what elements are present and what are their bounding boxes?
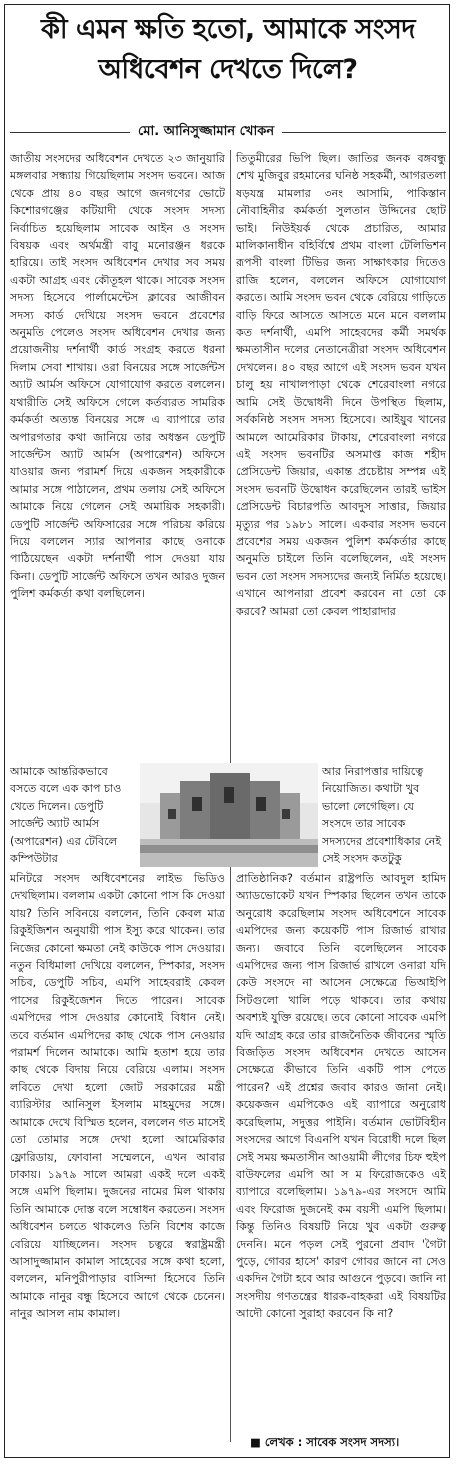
column-2-wrap-text: আর নিরাপত্তার দায়িত্বে নিয়োজিত। কথাটা খুব ভালো লেগেছিল। যে সংসদে তার সাবেক সদস্যদের প্রবেশাধিকার নেই সেই সংসদ কতটুকু: [322, 765, 442, 866]
column-2-bottom-text: প্রাতিষ্ঠানিক? বর্তমান রাষ্ট্রপতি আবদুল হামিদ অ্যাডভোকেট যখন স্পিকার ছিলেন তখন তাকে অনুরোধ করেছিলাম সংসদ অধিবেশনে সাবেক এমপিদের জন্য কয়েকটি পাস রিজার্ভ রাখার জন্য। জবাবে তিনি বলেছিলেন সাবেক এমপিদের জন্য পাস রিজার্ভ রাখলে ওনারা যদি কেউ সংসদে না আসেন সেক্ষেত্রে ভিআইপি সিটগুলো খালি পড়ে থাকবে। তার কথায় অবশ্যই যুক্তি রয়েছে। তবে কোনো সাবেক এমপি যদি আগ্রহ করে তার রাজনৈতিক জীবনের স্মৃতি বিজড়িত সংসদ অধিবেশন দেখতে আসেন সেক্ষেত্রে কীভাবে তিনি একটি পাস পেতে পারেন? এই প্রশ্নের জবাব কারও জানা নেই। কয়েকজন এমপিকেও এই ব্যাপারে অনুরোধ করেছিলাম, সদুত্তর পাইনি। বর্তমান ভোটবিহীন সংসদের আগে বিএনপি যখন বিরোধী দলে ছিল সেই সময় ক্ষমতাসীন আওয়ামী লীগের চিফ হুইপ বাউফলের এমপি আ স ম ফিরোজকেও এই ব্যাপারে বলেছিলাম। ১৯৭৯-এর সংসদে আমি এবং ফিরোজ দুজনেই কম বয়সী এমপি ছিলাম। কিন্তু তিনিও বিষয়টি নিয়ে খুব একটা গুরুত্ব দেননি। মনে পড়ল সেই পুরনো প্রবাদ 'গৈটা পুড়ে, গোবর হাসে' কারণ গোবর জানে না সেও একদিন গৈটা হবে আর আগুনে পুড়বে। জানি না সংসদীয় গণতন্ত্রের ধারক-বাহকরা এই বিষয়টির আদৌ কোনো সুরাহা করবেন কি না?: [236, 872, 446, 1321]
byline: মো. আনিসুজ্জামান খোকন: [130, 122, 282, 143]
column-1-bottom: [10, 870, 225, 1442]
headline-line-2: অধিবেশন দেখতে দিলে?: [98, 54, 358, 85]
column-1-text: জাতীয় সংসদের অধিবেশন দেখতে ২৩ জানুয়ারি মঙ্গলবার সন্ধ্যায় গিয়েছিলাম সংসদ ভবনে। আজ থেকে প্রায় ৪০ বছর আগে জনগণের ভোটে কিশোরগঞ্জের কটিয়াদী থেকে সংসদ সদস্য নির্বাচিত হয়েছিলাম সাবেক আইন ও সংসদ বিষয়ক এবং অর্থমন্ত্রী বাবু মনোরঞ্জন ধরকে হারিয়ে। তাই সংসদ অধিবেশন দেখার সব সময় একটা আগ্রহ এবং কৌতূহল থাকে। সাবেক সংসদ সদস্য হিসেবে পার্লামেন্টেস ক্লাবের আজীবন সদস্য কার্ড দেখিয়ে সংসদ ভবনে প্রবেশের অনুমতি পেলেও সংসদ অধিবেশন দেখার জন্য প্রয়োজনীয় দর্শনার্থী কার্ড সংগ্রহ করতে ধরনা দিলাম সেবা শাখায়। ওরা বিনয়ের সঙ্গে সার্জেন্টস অ্যাট আর্মস অফিসে যোগাযোগ করতে বললেন। যথারীতি সেই অফিসে গেলে কর্তব্যরত সামরিক কর্মকর্তা অত্যন্ত বিনয়ের সঙ্গে এ ব্যাপারে তার অপারগতার কথা জানিয়ে তার অধস্তন ডেপুটি সার্জেন্টস অ্যাট আর্মস (অপারেশন) অফিসে যাওয়ার জন্য পরামর্শ দিয়ে একজন সহকারীকে আমার সঙ্গে পাঠালেন, প্রথম তলায় সেই অফিসে আমাকে নিয়ে গেলেন সেই অমায়িক সহকারী। ডেপুটি সার্জেন্ট অফিসারের সঙ্গে পরিচয় করিয়ে দিয়ে বললেন স্যার আপনার কাছে ওনাকে পাঠিয়েছেন একটা দর্শনার্থী পাস দেওয়া যায় কিনা। ডেপুটি সার্জেন্ট অফিসে তখন আরও দুজন পুলিশ কর্মকর্তা কথা বলছিলেন।: [10, 152, 225, 601]
column-1-top: [10, 150, 225, 762]
column-2-wrap: [322, 763, 446, 867]
author-note: ■ লেখক : সাবেক সংসদ সদস্য।: [250, 1435, 400, 1449]
column-2-top: [236, 150, 446, 762]
column-2-bottom: [236, 870, 446, 1430]
parliament-building-image: [140, 763, 318, 867]
parliament-photo: [140, 763, 318, 867]
column-1-wrap: [10, 763, 136, 867]
column-1-wrap-text: আমাকে আন্তরিকভাবে বসতে বলে এক কাপ চাও খেতে দিলেন। ডেপুটি সার্জেন্ট অ্যাট আর্মস (অপারেশন) এর টেবিলে কম্পিউটার: [10, 765, 122, 866]
byline-block: [10, 120, 446, 146]
headline-line-1: কী এমন ক্ষতি হতো, আমাকে সংসদ: [40, 14, 416, 45]
headline: [10, 10, 446, 90]
column-2-text: তিতুমীরের ভিপি ছিল। জাতির জনক বঙ্গবন্ধু শেখ মুজিবুর রহমানের ঘনিষ্ঠ সহকর্মী, আগরতলা ষড়যন্ত্র মামলার ৩নং আসামি, পাকিস্তান নৌবাহিনীর কর্মকর্তা সুলতান উদ্দিনের ছোট ভাই। নিউইয়র্ক থেকে প্রচারিত, আমার মালিকানাধীন বহির্বিশ্বে প্রথম বাংলা টেলিভিশন রূপসী বাংলা টিভির জন্য সাক্ষাৎকার দিতেও রাজি হলেন, বললেন অফিসে যোগাযোগ করতে। আমি সংসদ ভবন থেকে বেরিয়ে গাড়িতে বাড়ি ফিরে আসতে আসতে মনে মনে বললাম কত দর্শনার্থী, এমপি সাহেবদের কর্মী সমর্থক ক্ষমতাসীন দলের নেতানেত্রীরা সংসদ অধিবেশন দেখলেন। ৪০ বছর আগে এই সংসদ ভবন যখন চালু হয় নাখালপাড়া থেকে শেরেবাংলা নগরে আমি সেই উদ্বোধনী দিনে উপস্থিত ছিলাম, সর্বকনিষ্ঠ সংসদ সদস্য হিসেবে। আইয়ুব খানের আমলে আমেরিকার টাকায়, শেরেবাংলা নগরে এই সংসদ ভবনটির অসমাপ্ত কাজ শহীদ প্রেসিডেন্ট জিয়ার, একান্ত প্রচেষ্টায় সম্পন্ন এই সংসদ ভবনটি উদ্বোধন করেছিলেন তারই ভাইস প্রেসিডেন্ট বিচারপতি আবদুস সাত্তার, জিয়ার মৃত্যুর পর ১৯৮১ সালে। একবার সংসদ ভবনে প্রবেশের সময় একজন পুলিশ কর্মকর্তার কাছে অনুমতি চাইলে তিনি বলেছিলেন, এই সংসদ ভবন তো সংসদ সদস্যদের জন্যই নির্মিত হয়েছে। এখানে আপনারা প্রবেশ করবেন না তো কে করবে? আমরা তো কেবল পাহারাদার: [236, 152, 446, 618]
column-1-bottom-text: মনিটরে সংসদ অধিবেশনের লাইভ ভিডিও দেখছিলাম। বললাম একটা কোনো পাস কি দেওয়া যায়? তিনি সবিনয়ে বললেন, তিনি কেবল মাত্র রিকুইজিশন অনুযায়ী পাস ইস্যু করে থাকেন। তার নিজের কোনো ক্ষমতা নেই কাউকে পাস দেওয়ার। নতুন বিধিমালা দেখিয়ে বললেন, স্পিকার, সংসদ সচিব, ডেপুটি সচিব, এমপি সাহেবরাই কেবল পাসের রিকুইজেশন দিতে পারেন। সাবেক এমপিদের পাস দেওয়ার কোনোই বিধান নেই। তবে বর্তমান এমপিদের কাছ থেকে পাস নেওয়ার পরামর্শ দিলেন আমাকে। আমি হতাশ হয়ে তার কাছ থেকে বিদায় নিয়ে বেরিয়ে এলাম। সংসদ লবিতে দেখা হলো জোট সরকারের মন্ত্রী ব্যারিস্টার আনিসুল ইসলাম মাহমুদের সঙ্গে। আমাকে দেখে বিস্মিত হলেন, বললেন গত মাসেই তো তোমার সঙ্গে দেখা হলো আমেরিকার ফ্লোরিডায়, ফোবানা সম্মেলনে, এখন আবার ঢাকায়। ১৯৭৯ সালে আমরা একই দলে একই সঙ্গে এমপি ছিলাম। দুজনের নামের মিল থাকায় তিনি আমাকে দোস্ত বলে সম্বোধন করতেন। সংসদ অধিবেশন চলতে থাকলেও তিনি বিশেষ কাজে বেরিয়ে যাচ্ছিলেন। সংসদ চত্বরে স্বরাষ্ট্রমন্ত্রী আসাদুজ্জামান কামাল সাহেবের সঙ্গে কথা হলো, বললেন, মনিপুরীপাড়ার বাসিন্দা হিসেবে তিনি আমাকে নানুর বন্ধু হিসেবে আগে থেকে চেনেন। নানুর আসল নাম কামাল।: [10, 872, 225, 1321]
